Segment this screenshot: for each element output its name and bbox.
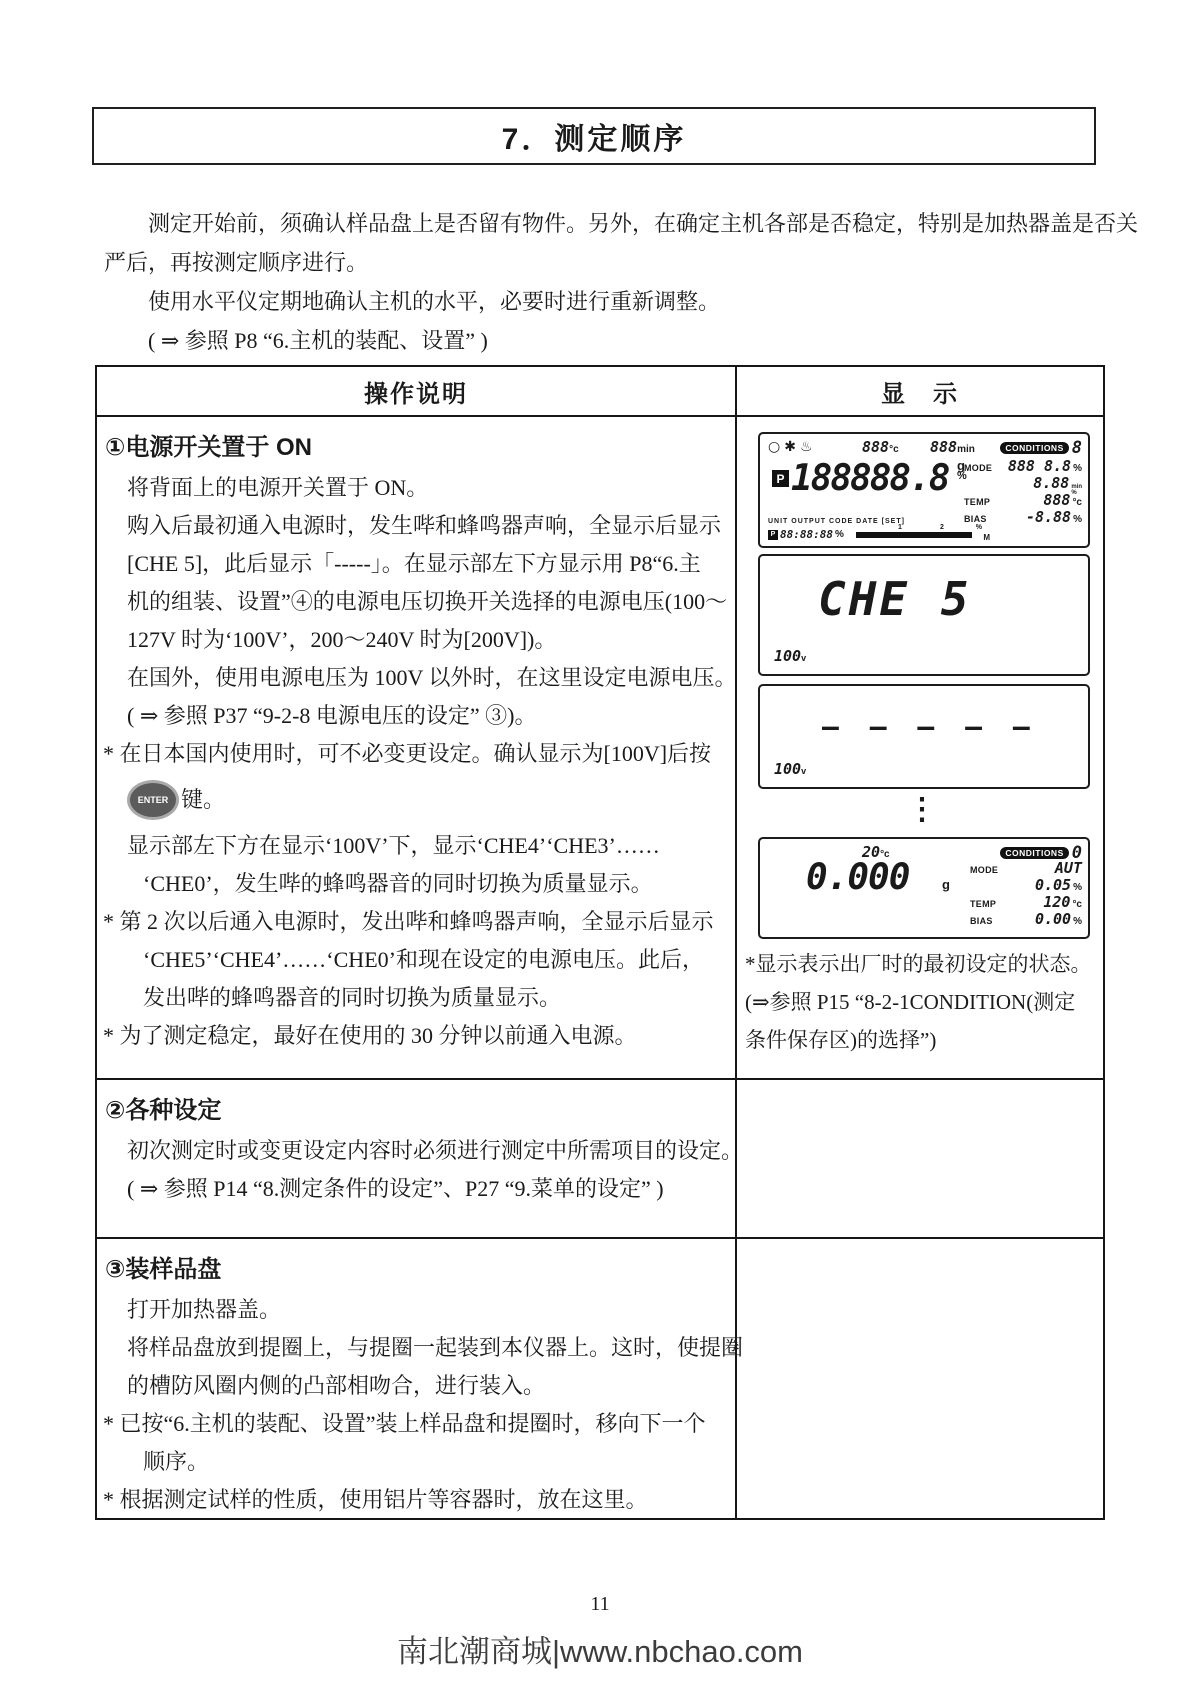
step1-note-line: * 第 2 次以后通入电源时，发出哔和蜂鸣器声响，全显示后显示	[103, 909, 714, 934]
lcd-main-digits: CHE 5	[818, 572, 972, 626]
percent-row: 0.05 %	[1034, 876, 1082, 894]
step1-line: 127V 时为‘100V’，200～240V 时为[200V])。	[127, 627, 557, 652]
factory-default-note	[745, 945, 1101, 1059]
status-icons	[768, 439, 817, 455]
intro-line: 使用水平仪定期地确认主机的水平，必要时进行重新调整。	[148, 289, 721, 314]
rate-unit: min %	[1071, 484, 1082, 496]
step1-line: ‘CHE5’‘CHE4’……‘CHE0’和现在设定的电源电压。此后，	[143, 947, 704, 972]
temp-row: TEMP 120 °c	[970, 893, 1082, 911]
step3-line: 的槽防风圈内侧的凸部相吻合，进行装入。	[127, 1373, 546, 1398]
lcd-che5-display	[758, 554, 1090, 676]
temp-row: TEMP 888 °c	[964, 491, 1082, 509]
step1-reference-line: ( ⇒ 参照 P37 “9-2-8 电源电压的设定” ③)。	[127, 703, 537, 728]
step3-cell	[97, 1239, 744, 1518]
lcd-temp-segment: 20°c	[862, 843, 890, 861]
lcd-right-column	[964, 457, 1082, 525]
step1-line: 显示部左下方在显示‘100V’下，显示‘CHE4’‘CHE3’……	[127, 833, 660, 858]
lcd-dashes-display	[758, 684, 1090, 789]
bar-ticks: 1 2 %	[898, 524, 982, 531]
step1-line: 购入后最初通入电源时，发生哔和蜂鸣器声响，全显示后显示	[127, 513, 722, 538]
circle-icon: ○	[768, 439, 785, 455]
lcd-main-digits: 0.000	[806, 857, 910, 898]
step2-title: ②各种设定	[105, 1097, 222, 1124]
lcd-voltage: 100v	[774, 647, 807, 665]
step1-note-line: * 为了测定稳定，最好在使用的 30 分钟以前通入电源。	[103, 1023, 637, 1048]
step3-note-line: * 根据测定试样的性质，使用铝片等容器时，放在这里。	[103, 1487, 648, 1512]
step1-line: 将背面上的电源开关置于 ON。	[127, 475, 429, 500]
step1-title: ①电源开关置于 ON	[105, 434, 312, 461]
mode-row: MODE AUT	[970, 859, 1082, 877]
step1-line: ‘CHE0’，发生哔的蜂鸣器音的同时切换为质量显示。	[143, 871, 653, 896]
bar-marker: M	[983, 533, 990, 542]
lcd-main-unit: g	[942, 877, 950, 892]
lcd-main-units: g %	[957, 458, 967, 482]
bias-row: BIAS 0.00 %	[970, 910, 1082, 928]
step1-cell	[97, 417, 737, 1078]
conditions-badge: CONDITIONS	[1000, 847, 1068, 859]
rate-row: 8.88 min %	[1033, 474, 1082, 496]
bar-fill	[856, 532, 972, 538]
lcd-weight-display	[758, 837, 1090, 939]
enter-key-suffix: 键。	[181, 787, 226, 812]
lcd-right-column	[970, 859, 1082, 927]
note-line: *显示表示出厂时的最初设定的状态。	[745, 952, 1092, 976]
step1-line: 在国外，使用电源电压为 100V 以外时，在这里设定电源电压。	[127, 665, 737, 690]
conditions-badge: CONDITIONS	[1000, 442, 1068, 454]
step1-note-line: * 在日本国内使用时，可不必变更设定。确认显示为[100V]后按	[103, 741, 712, 766]
intro-line: 测定开始前，须确认样品盘上是否留有物件。另外，在确定主机各部是否稳定，特别是加热器盖是否关	[148, 211, 1139, 236]
enter-key-icon: ENTER	[127, 780, 179, 820]
procedure-table	[95, 365, 1105, 1520]
lcd-full-segment-display	[758, 432, 1090, 548]
ellipsis: ⋮	[907, 793, 937, 826]
step3-line: 打开加热器盖。	[127, 1297, 282, 1322]
print-flag-icon: P	[768, 530, 778, 540]
lcd-main-digits: – – – – –	[822, 710, 1037, 743]
lcd-main-digits: 188888.8	[791, 458, 949, 499]
lcd-temp-segment: 888°c	[862, 438, 899, 456]
intro-paragraphs	[104, 204, 1139, 360]
step1-line: 发出哔的蜂鸣器音的同时切换为质量显示。	[143, 985, 562, 1010]
bias-row: BIAS -8.88 %	[964, 508, 1082, 526]
step1-enter-line	[97, 773, 733, 827]
step1-line: 机的组装、设置”④的电源电压切换开关选择的电源电压(100～	[127, 589, 728, 614]
chapter-title: 7．测定顺序	[501, 123, 687, 156]
intro-reference-line: ( ⇒ 参照 P8 “6.主机的装配、设置” )	[148, 328, 488, 353]
page-number: 11	[590, 1593, 610, 1615]
note-line: (⇒参照 P15 “8-2-1CONDITION(测定	[745, 990, 1076, 1014]
step2-cell	[97, 1080, 744, 1237]
step3-title: ③装样品盘	[105, 1256, 222, 1283]
lcd-progress-bar	[856, 524, 990, 542]
table-header-display: 显 示	[881, 380, 959, 408]
step2-reference-line: ( ⇒ 参照 P14 “8.测定条件的设定”、P27 “9.菜单的设定” )	[127, 1176, 664, 1201]
lcd-bottom-value: P 88:88:88 %	[768, 528, 844, 541]
lcd-time-segment: 888min	[930, 438, 975, 456]
intro-line: 严后，再按测定顺序进行。	[104, 250, 369, 275]
step1-line: [CHE 5]，此后显示「-----」。在显示部左下方显示用 P8“6.主	[127, 551, 701, 576]
heater-icon: ♨	[799, 439, 817, 455]
chapter-title-box	[92, 107, 1096, 165]
lcd-voltage: 100v	[774, 760, 807, 778]
footer-watermark: 南北潮商城|www.nbchao.com	[397, 1634, 803, 1669]
step3-line: 将样品盘放到提圈上，与提圈一起装到本仪器上。这时，使提圈	[127, 1335, 744, 1360]
note-line: 条件保存区)的选择”)	[745, 1028, 937, 1052]
lcd-bottom-labels: UNIT OUTPUT CODE DATE [SET]	[768, 518, 905, 525]
step3-line: 顺序。	[143, 1449, 210, 1474]
step3-note-line: * 已按“6.主机的装配、设置”装上样品盘和提圈时，移向下一个	[103, 1411, 706, 1436]
asterisk-icon: ✱	[784, 439, 800, 455]
mode-row: MODE 888 8.8 %	[964, 457, 1082, 475]
table-header-operation: 操作说明	[364, 380, 468, 408]
print-flag-icon: P	[772, 470, 789, 487]
lcd-conditions: CONDITIONS 0	[1000, 843, 1082, 863]
step2-line: 初次测定时或变更设定内容时必须进行测定中所需项目的设定。	[127, 1138, 744, 1163]
lcd-conditions: CONDITIONS 8	[1000, 438, 1082, 458]
